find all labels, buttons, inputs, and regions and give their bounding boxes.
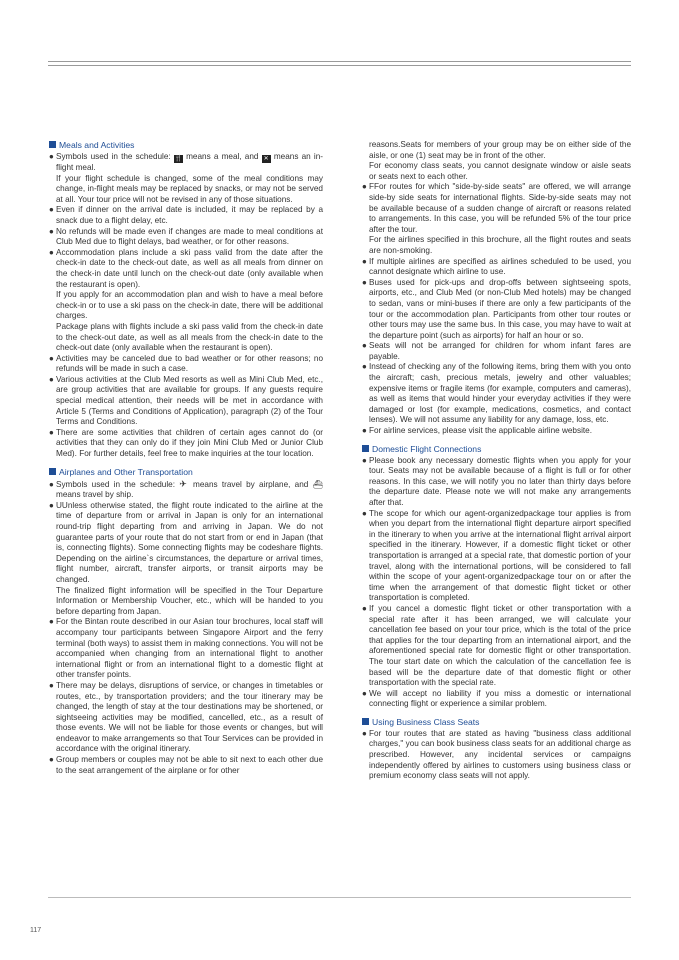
bullet-icon: ●: [362, 182, 367, 192]
bullet-icon: ●: [49, 205, 54, 215]
heading-square-icon: [49, 141, 56, 148]
paragraph: For economy class seats, you cannot designate window or aisle seats or seats next to each other.: [369, 161, 631, 181]
bullet-icon: ●: [362, 688, 367, 698]
left-column: [49, 140, 323, 783]
paragraph: ● The scope for which our agent-organizedpackage tour applies is from when you depart from the international flight departure airport specified in the itinerary to when you arrive at the international flight arrival airport specified in the itinerary. However, if a domestic flight ticket or other transportation is arranged at a special rate, that domestic portion of your travel, along with the international portions, will be considered to fall within the scope of your agent-organizedpackage tour on or after the time when the arrangement of that domestic flight ticket or other transportation is completed.: [362, 508, 631, 603]
paragraph: ● FFor routes for which "side-by-side seats" are offered, we will arrange side-by side seats for international flights. Side-by-side seats may not be available because of a sudden change of aircraft or reasons related to arrangements. In this case, you will be refunded 5% of the tour price after the tour.: [362, 182, 631, 234]
paragraph: The finalized flight information will be specified in the Tour Departure Information or Membership Voucher, etc., which will be handed to you before departing from Japan.: [56, 585, 323, 616]
paragraph: ● Please book any necessary domestic flights when you apply for your tour. Seats may not be available because of a flight is full or for other reasons. In this case, we will notify you no later than thirty days before the departure date. Please note we will not make any arrangements after that.: [362, 455, 631, 507]
bullet-icon: ●: [362, 603, 367, 613]
bullet-icon: ●: [49, 617, 54, 627]
paragraph: ● Activities may be canceled due to bad weather or for other reasons; no refunds will be made in such a case.: [49, 353, 323, 374]
bullet-icon: ●: [362, 455, 367, 465]
paragraph: ● For the Bintan route described in our Asian tour brochures, local staff will accompany tour participants between Singapore Airport and the ferry terminal (both ways) to assist them in making connections. You will not be accompanied when changing from an international flight to another international flight or from an international flight to a domestic flight at other transfer points.: [49, 617, 323, 680]
heading-square-icon: [362, 718, 369, 725]
footer-rule: [48, 897, 631, 898]
heading-square-icon: [362, 445, 369, 452]
section-heading-airplanes: Airplanes and Other Transportation: [49, 467, 323, 478]
header-rule-top: [48, 61, 631, 62]
bullet-icon: ●: [49, 479, 54, 489]
section-meals: [49, 140, 323, 460]
paragraph: ● Accommodation plans include a ski pass valid from the date after the check-in date to the check-out date, as well as all meals from dinner on the check-in date until lunch on the check-out date (only available when the restaurant is open).: [49, 247, 323, 289]
paragraph: ● There are some activities that children of certain ages cannot do (or activities that they can only do if they join Mini Club Med or Junior Club Med). For further details, feel free to make inquiries at the tour location.: [49, 427, 323, 459]
section-heading-business: Using Business Class Seats: [362, 717, 631, 728]
paragraph: ● We will accept no liability if you miss a domestic or international connecting flight or experience a similar problem.: [362, 688, 631, 709]
bullet-icon: ●: [49, 755, 54, 765]
paragraph: ● For airline services, please visit the applicable airline website.: [362, 426, 592, 436]
paragraph: ● Buses used for pick-ups and drop-offs between sightseeing spots, airports, etc., and Club Med (or non-Club Med hotels) may be changed to sedan, vans or mini-buses if there are only a few participants of the tour or the accommodation plan. Participants from other tour routes or other tours may use the same bus. In this case, you may have to wait at the departure point (such as airports) for half an hour or so.: [362, 277, 631, 340]
bullet-icon: ●: [49, 353, 54, 363]
bullet-icon: ●: [362, 508, 367, 518]
section-business-class: [362, 717, 631, 782]
heading-square-icon: [49, 468, 56, 475]
bullet-icon: ●: [49, 427, 54, 437]
paragraph: ● Even if dinner on the arrival date is included, it may be replaced by a snack due to a flight delay, etc.: [49, 205, 323, 225]
right-column: [362, 140, 631, 789]
bullet-icon: ●: [49, 226, 54, 236]
paragraph: ● Instead of checking any of the following items, bring them with you onto the aircraft; cash, precious metals, jewelry and other valuables; expensive items or fragile items (for example, computers and cameras), as well as items that would hinder your everyday activities if they were damaged or lost (for example, medications, cosmetics, and contact lenses). We will not assume any liability for any damage, loss, etc.: [362, 362, 631, 425]
paragraph: ● Symbols used in the schedule: 🍴 means a meal, and ✕ means an in-flight meal.: [49, 152, 324, 172]
bullet-icon: ●: [49, 374, 54, 384]
bullet-icon: ●: [362, 362, 367, 372]
bullet-icon: ●: [49, 500, 54, 510]
meal-icon: 🍴: [174, 156, 183, 162]
bullet-icon: ●: [49, 152, 54, 161]
bullet-icon: ●: [49, 680, 54, 690]
bullet-icon: ●: [362, 277, 367, 287]
bullet-icon: ●: [362, 341, 367, 351]
bullet-icon: ●: [362, 728, 367, 738]
section-domestic-flights: [362, 444, 631, 710]
paragraph: ● Symbols used in the schedule: ✈ means travel by airplane, and ⛴ means travel by ship.: [49, 478, 324, 500]
section-heading-meals: Meals and Activities: [49, 140, 323, 151]
page-number: 117: [30, 927, 42, 934]
paragraph: If you apply for an accommodation plan and wish to have a meal before check-in or to use a ski pass on the check-in date, there will be additional charges.: [56, 290, 323, 321]
paragraph: ● If multiple airlines are specified as airlines scheduled to be used, you cannot designate which airline to use.: [362, 256, 631, 277]
paragraph: ● For tour routes that are stated as having "business class additional charges," you can book business class seats for an additional charge as prescribed. However, any incidental services or campaigns independently offered by airlines to customers using business class or premium economy class seats will not apply.: [362, 728, 631, 781]
paragraph: ● Seats will not be arranged for children for whom infant fares are payable.: [362, 341, 631, 361]
paragraph: ● If you cancel a domestic flight ticket or other transportation with a special rate after it has been arranged, we will calculate your cancellation fee based on your tour price, which is the total of the price that applies for the tour departing from an international airport, and the aforementioned special rate for domestic flight or other transportation. The tour start date on which the calculation of the cancellation fee is based will be the departure date of that domestic flight or other transportation with the special rate.: [362, 603, 631, 688]
paragraph: ● Various activities at the Club Med resorts as well as Mini Club Med, etc., are group activities that are available for groups. If any guests require special medical attention, their needs will be met in accordance with Article 5 (Terms and Conditions of Application), paragraph (2) of the Tour Terms and Conditions.: [49, 374, 323, 427]
ship-icon: ⛴: [312, 479, 324, 489]
paragraph: For the airlines specified in this brochure, all the flight routes and seats are non-smoking.: [369, 235, 631, 255]
paragraph: Package plans with flights include a ski pass valid from the check-in date to the check-out date, as well as all meals from the check-in date to the check-out date (only available when the restaurant is open).: [56, 321, 323, 353]
paragraph: ● There may be delays, disruptions of service, or changes in timetables or routes, etc., by transportation providers; and the tour itinerary may be changed, the length of stay at the tour destinations may be shortened, or sightseeing activities may be modified, cancelled, etc., as a result of those events. We will not be liable for those events or changes, but will endeavor to make arrangements so that Tour Services can be provided in accordance with the original itinerary.: [49, 680, 323, 754]
section-heading-domestic: Domestic Flight Connections: [362, 444, 631, 455]
paragraph: ● UUnless otherwise stated, the flight route indicated to the airline at the time of departure from or arrival in Japan is only for an international round-trip flight departing from and arriving in Japan. We do not guarantee parts of your route that do not start from or end in Japan (that is, connecting flights). Some connecting flights may be codeshare flights. Depending on the airline`s circumstances, the departure or arrival times, flight number, aircraft, transfer airports, or transit airports may be changed.: [49, 500, 323, 584]
paragraph: reasons.Seats for members of your group may be on either side of the aisle, or one (1) seat may be in front of the other.: [369, 140, 631, 160]
header-rule-bottom: [48, 65, 631, 66]
bullet-icon: ●: [49, 247, 54, 257]
bullet-icon: ●: [362, 426, 367, 436]
paragraph: ● Group members or couples may not be able to sit next to each other due to the seat arrangement of the airplane or for other: [49, 755, 323, 775]
bullet-icon: ●: [362, 256, 367, 266]
section-airplanes-continued: [362, 140, 631, 437]
inflight-meal-icon: ✕: [263, 156, 269, 162]
paragraph: If your flight schedule is changed, some of the meal conditions may change, in-flight meals may be replaced by snacks, or may not be served at all. Your tour price will not be revised in any of those situations.: [56, 173, 323, 204]
paragraph: ● No refunds will be made even if changes are made to meal conditions at Club Med due to flight delays, bad weather, or for other reasons.: [49, 226, 323, 247]
airplane-icon: ✈: [179, 478, 189, 489]
section-airplanes: [49, 467, 323, 777]
